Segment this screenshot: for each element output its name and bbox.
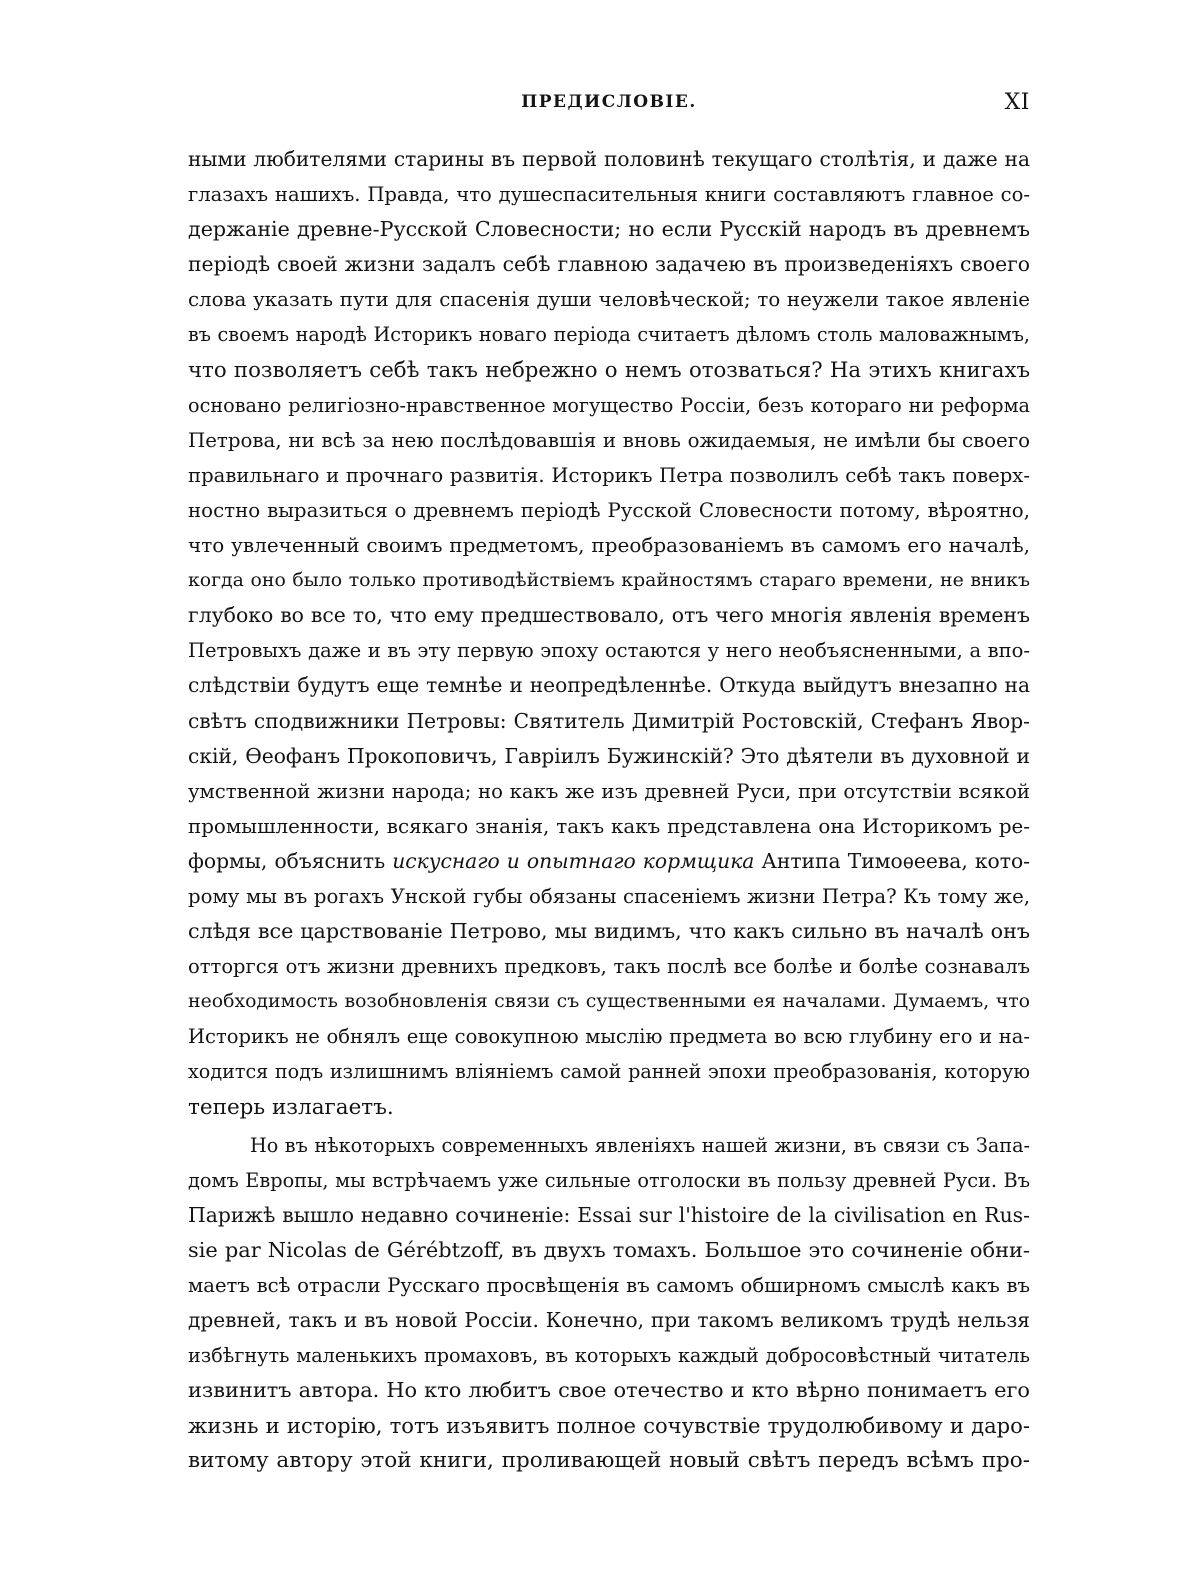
text-line: древней, такъ и въ новой Россіи. Конечно, при такомъ великомъ трудѣ нельзя xyxy=(188,1308,1030,1333)
text-line: въ своемъ народѣ Историкъ новаго періода считаетъ дѣломъ столь маловажнымъ, xyxy=(188,323,1030,347)
text-line: избѣгнуть маленькихъ промаховъ, въ которыхъ каждый добросовѣстный читатель xyxy=(188,1344,1030,1368)
text-line: когда оно было только противодѣйствіемъ крайностямъ стараго времени, не вникъ xyxy=(188,569,1030,592)
text-line: отторгся отъ жизни древнихъ предковъ, такъ послѣ все болѣе и болѣе сознавалъ xyxy=(188,955,1030,979)
text-segment: Антипа Тимоѳеева, кото- xyxy=(754,848,1031,873)
text-line: извинитъ автора. Но кто любитъ свое отечество и кто вѣрно понимаетъ его xyxy=(188,1378,1030,1403)
text-line: Петрова, ни всѣ за нею послѣдовавшія и вновь ожидаемыя, не имѣли бы своего xyxy=(188,428,1030,452)
text-line-with-italic xyxy=(188,844,1030,879)
text-line: слѣдствіи будутъ еще темнѣе и неопредѣленнѣе. Откуда выйдутъ внезапно на xyxy=(188,673,1030,698)
paragraph-1 xyxy=(188,142,1030,1125)
text-line: промышленности, всякаго знанія, такъ какъ представлена она Историкомъ ре- xyxy=(188,814,1030,838)
text-line: Петровыхъ даже и въ эту первую эпоху остаются у него необъясненными, а впо- xyxy=(188,639,1030,663)
text-line: правильнаго и прочнаго развитія. Историкъ Петра позволилъ себѣ такъ поверх- xyxy=(188,463,1030,487)
text-line: умственной жизни народа; но какъ же изъ древней Руси, при отсутствіи всякой xyxy=(188,779,1030,803)
text-line: ностно выразиться о древнемъ періодѣ Русской Словесности потому, вѣроятно, xyxy=(188,498,1030,522)
text-line: sie par Nicolas de Gérébtzoff, въ двухъ томахъ. Большое это сочиненіе обни- xyxy=(188,1237,1030,1262)
text-line: рому мы въ рогахъ Унской губы обязаны спасеніемъ жизни Петра? Къ тому же, xyxy=(188,884,1030,908)
text-line: Но въ нѣкоторыхъ современныхъ явленіяхъ нашей жизни, въ связи съ Запа- xyxy=(250,1133,1030,1157)
text-line: что позволяетъ себѣ такъ небрежно о немъ отозваться? На этихъ книгахъ xyxy=(188,357,1030,383)
italic-phrase: искуснаго и опытнаго кормщика xyxy=(392,848,755,873)
text-line: что увлеченный своимъ предметомъ, преобразованіемъ въ самомъ его началѣ, xyxy=(188,533,1030,558)
text-line: Историкъ не обнялъ еще совокупною мыслію предмета во всю глубину его и на- xyxy=(188,1025,1030,1049)
text-line: маетъ всѣ отрасли Русскаго просвѣщенія въ самомъ обширномъ смыслѣ какъ въ xyxy=(188,1274,1030,1297)
text-line: домъ Европы, мы встрѣчаемъ уже сильные отголоски въ пользу древней Руси. Въ xyxy=(188,1168,1030,1192)
text-line: глубоко во все то, что ему предшествовало, отъ чего многія явленія временъ xyxy=(188,603,1030,628)
text-line: теперь излагаетъ. xyxy=(188,1094,394,1120)
text-line: глазахъ нашихъ. Правда, что душеспасительныя книги составляютъ главное со- xyxy=(188,183,1030,207)
text-line: жизнь и исторію, тотъ изъявитъ полное сочувствіе трудолюбивому и даро- xyxy=(188,1413,1030,1439)
text-line: свѣтъ сподвижники Петровы: Святитель Димитрій Ростовскій, Стефанъ Явор- xyxy=(188,708,1030,733)
text-line: Парижѣ вышло недавно сочиненіе: Essai sur l'histoire de la civilisation en Rus- xyxy=(188,1202,1030,1227)
running-head xyxy=(188,92,1030,122)
text-line: витому автору этой книги, проливающей новый свѣтъ передъ всѣмъ про- xyxy=(188,1448,1030,1474)
text-line: необходимость возобновленія связи съ существенными ея началами. Думаемъ, что xyxy=(188,990,1030,1013)
text-line: держаніе древне-Русской Словесности; но если Русскій народъ въ древнемъ xyxy=(188,217,1030,242)
text-line: періодѣ своей жизни задалъ себѣ главною задачею въ произведеніяхъ своего xyxy=(188,252,1030,277)
body-text xyxy=(188,142,1030,1479)
text-line: слова указать пути для спасенія души человѣческой; то неужели такое явленіе xyxy=(188,288,1030,312)
text-line: ходится подъ излишнимъ вліяніемъ самой ранней эпохи преобразованія, которую xyxy=(188,1060,1030,1084)
text-line: скій, Ѳеофанъ Прокоповичъ, Гавріилъ Бужинскій? Это дѣятели въ духовной и xyxy=(188,743,1030,768)
running-head-title: ПРЕДИСЛОВІЕ. xyxy=(521,92,697,112)
paragraph-2 xyxy=(188,1128,1030,1479)
page-number: XI xyxy=(1004,90,1030,115)
text-line: ными любителями старины въ первой половинѣ текущаго столѣтія, и даже на xyxy=(188,147,1030,171)
text-segment: формы, объяснить xyxy=(188,848,393,873)
text-line: слѣдя все царствованіе Петрово, мы видимъ, что какъ сильно въ началѣ онъ xyxy=(188,919,1030,944)
text-line: основано религіозно-нравственное могущество Россіи, безъ котораго ни реформа xyxy=(188,393,1030,417)
